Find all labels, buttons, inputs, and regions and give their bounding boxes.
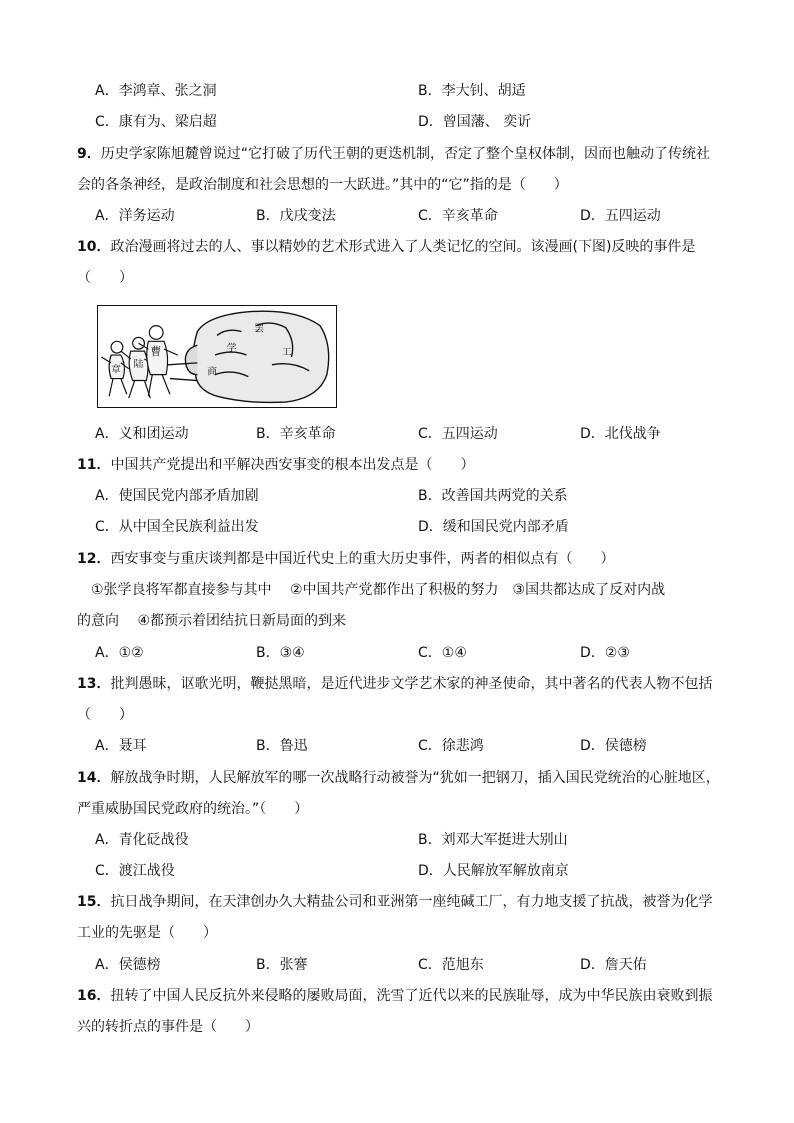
q14-stem-line-2: 严重威胁国民党政府的统治。”（ ）: [77, 801, 309, 817]
q13-stem-line-2: （ ）: [77, 707, 133, 723]
q9-option-a: A．洋务运动: [95, 208, 175, 224]
q15-option-b: B．张謇: [256, 957, 308, 973]
cartoon-label-shang: 商: [207, 366, 217, 378]
q9-option-c: C．辛亥革命: [418, 208, 498, 224]
q13-option-b: B．鲁迅: [256, 738, 308, 754]
cartoon-label-zhang: 章: [111, 364, 121, 376]
q10-number: 10．: [77, 239, 111, 255]
q14-stem-line-1: 14．解放战争时期，人民解放军的哪一次战略行动被誉为“犹如一把钢刀，插入国民党统治的心脏地区，: [77, 770, 720, 786]
q14-option-b: B．刘邓大军挺进大别山: [418, 832, 568, 848]
q9-stem-line-2: 会的各条神经，是政治制度和社会思想的一大跃进。”其中的“它”指的是（ ）: [77, 177, 568, 193]
q14-option-d: D．人民解放军解放南京: [418, 863, 569, 879]
q10-option-b: B．辛亥革命: [256, 426, 336, 442]
q13-option-c: C．徐悲鸿: [418, 738, 484, 754]
q11-number: 11．: [77, 457, 111, 473]
q15-option-c: C．范旭东: [418, 957, 484, 973]
q10-option-d: D．北伐战争: [580, 426, 661, 442]
q13-option-d: D．侯德榜: [580, 738, 647, 754]
q8-option-b: B．李大钊、胡适: [418, 83, 526, 99]
q12-stem-line-2: ①张学良将军都直接参与其中 ②中国共产党都作出了积极的努力 ③国共都达成了反对内战: [77, 582, 666, 598]
q14-option-c: C．渡江战役: [95, 863, 175, 879]
q12-option-d: D．②③: [580, 645, 630, 661]
cartoon-label-xue: 学: [226, 343, 237, 355]
q15-option-d: D．詹天佑: [580, 957, 647, 973]
q13-stem-line-1: 13．批判愚昧，讴歌光明，鞭挞黑暗，是近代进步文学艺术家的神圣使命，其中著名的代表人物不包括: [77, 676, 713, 692]
q15-number: 15．: [77, 894, 111, 910]
q15-stem-line-1: 15．抗日战争期间，在天津创办久大精盐公司和亚洲第一座纯碱工厂，有力地支援了抗战，被誉为化学: [77, 894, 713, 910]
giant-fist: [168, 311, 329, 402]
q11-stem: 11．中国共产党提出和平解决西安事变的根本出发点是（ ）: [77, 457, 475, 473]
q9-option-b: B．戊戌变法: [256, 208, 336, 224]
q12-stem-line-3: 的意向 ④都预示着团结抗日新局面的到来: [77, 613, 346, 629]
q12-option-b: B．③④: [256, 645, 305, 661]
q9-stem-line-1: 9．历史学家陈旭麓曾说过“它打破了历代王朝的更迭机制，否定了整个皇权体制，因而也触动了传统社: [77, 146, 711, 162]
q10-stem-line-1: 10．政治漫画将过去的人、事以精妙的艺术形式进入了人类记忆的空间。该漫画(下图)反映的事件是: [77, 239, 696, 255]
q12-option-a: A．①②: [95, 645, 144, 661]
q12-option-c: C．①④: [418, 645, 467, 661]
q10-option-a: A．义和团运动: [95, 426, 189, 442]
q15-option-a: A．侯德榜: [95, 957, 161, 973]
q10-option-c: C．五四运动: [418, 426, 498, 442]
q13-option-a: A．聂耳: [95, 738, 147, 754]
q9-option-d: D．五四运动: [580, 208, 661, 224]
cartoon-label-cao: 曹: [150, 345, 162, 359]
q16-number: 16．: [77, 988, 111, 1004]
q14-option-a: A．青化砭战役: [95, 832, 189, 848]
q8-option-c: C．康有为、梁启超: [95, 114, 217, 130]
q9-number: 9．: [77, 146, 101, 162]
q11-option-c: C．从中国全民族利益出发: [95, 519, 259, 535]
q11-option-d: D．缓和国民党内部矛盾: [418, 519, 569, 535]
q14-number: 14．: [77, 770, 111, 786]
q16-stem-line-1: 16．扭转了中国人民反抗外来侵略的屡败局面，洗雪了近代以来的民族耻辱，成为中华民族由衰败到振: [77, 988, 713, 1004]
cartoon-label-lu: 陆: [133, 358, 144, 370]
q13-number: 13．: [77, 676, 111, 692]
q10-stem-line-2: （ ）: [77, 270, 133, 286]
political-cartoon-image: [97, 305, 337, 408]
q11-option-b: B．改善国共两党的关系: [418, 488, 568, 504]
q11-option-a: A．使国民党内部矛盾加剧: [95, 488, 259, 504]
q12-number: 12．: [77, 551, 111, 567]
q8-option-a: A．李鸿章、张之洞: [95, 83, 217, 99]
q16-stem-line-2: 兴的转折点的事件是（ ）: [77, 1019, 259, 1035]
q15-stem-line-2: 工业的先驱是（ ）: [77, 925, 217, 941]
q8-option-d: D．曾国藩、 奕䜣: [418, 114, 532, 130]
cartoon-label-ba: 罢: [254, 323, 265, 335]
cartoon-label-gong: 工: [281, 347, 292, 359]
q12-stem-line-1: 12．西安事变与重庆谈判都是中国近代史上的重大历史事件，两者的相似点有（ ）: [77, 551, 615, 567]
